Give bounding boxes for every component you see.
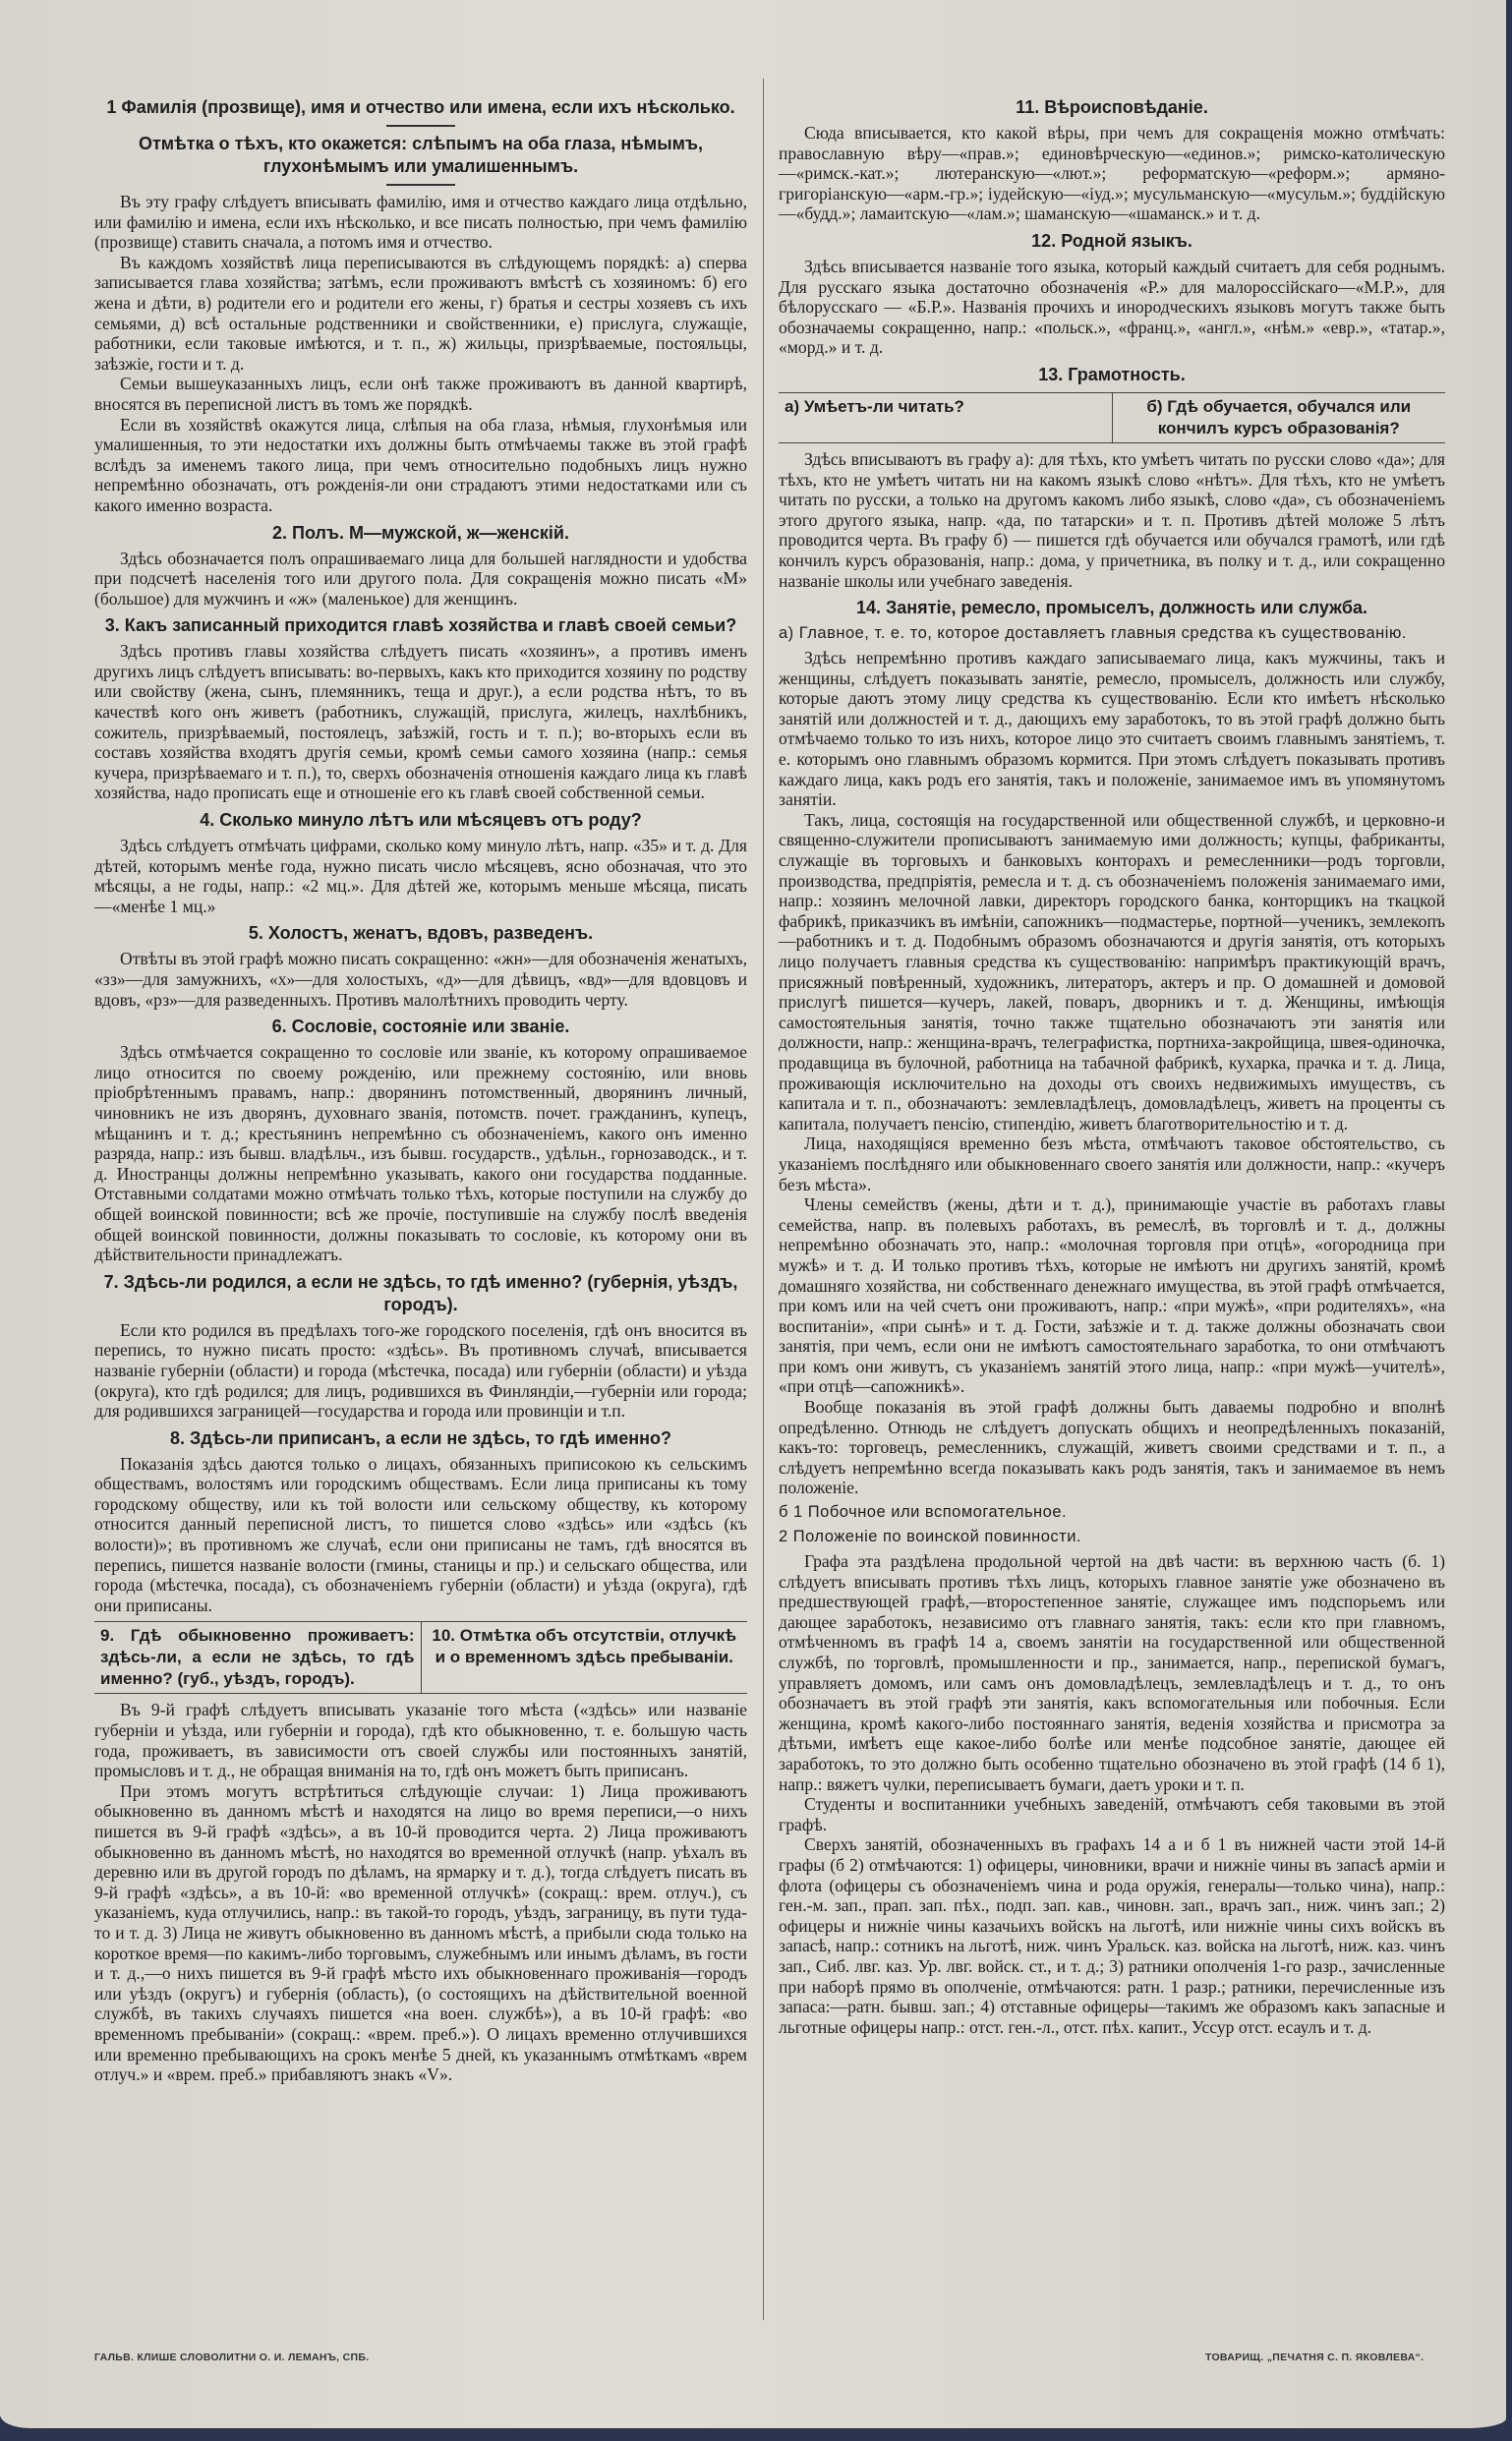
paragraph: Такъ, лица, состоящія на государственной или общественной службѣ, и церковно-и священно-служители прописываютъ занимаемую ими должность; купцы, фабриканты, служащіе въ торговыхъ и банковыхъ конторахъ и ремесленники—родъ торговли, производства, предпріятія, ремесла и т. д. съ обозначеніемъ положенія занимаемаго ими, напр.: хозяинъ мелочной лавки, директоръ городского банка, конторщикъ на ткацкой фабрикѣ, приказчикъ въ имѣніи, сапожникъ—подмастерье, портной—ученикъ, землекопъ—работникъ и т. д. Подобнымъ образомъ обозначаются и другія занятія, отъ которыхъ лицо получаетъ главныя средства къ существованію: напримѣръ практикующій врачъ, присяжный повѣренный, художникъ, литераторъ, актеръ и пр. О домашней и домовой прислугѣ пишется—кучеръ, лакей, поваръ, дворникъ и т. д. Женщины, имѣющія самостоятельныя занятія, точно также тщательно обозначаютъ эти занятія или должности, напр.: женщина-врачъ, телеграфистка, портниха-закройщица, швея-одиночка, продавщица въ булочной, работница на табачной фабрикѣ, кухарка, прачка и т. д. Лица, проживающія исключительно на доходы отъ своихъ недвижимыхъ имуществъ, съ капитала и т. п., обозначаютъ: землевладѣлецъ, домовладѣлецъ, живетъ на проценты съ капитала, получаетъ пенсію, стипендію, живетъ благотворительностію и т. д. [779,809,1445,1133]
separator-rule [386,184,455,186]
paragraph: При этомъ могутъ встрѣтиться слѣдующіе случаи: 1) Лица проживаютъ обыкновенно въ данномъ мѣстѣ и находятся на лицо во время переписи,—о нихъ пишется въ 9-й графѣ «здѣсь», а въ 10-й проводится черта. 2) Лица проживаютъ обыкновенно въ данномъ мѣстѣ, но находятся во временной отлучкѣ (напр. уѣхалъ въ деревню или въ другой городъ по дѣламъ, на ярмарку и т. д.), тогда слѣдуетъ писать въ 9-й графѣ «здѣсь», а въ 10-й: «во временной отлучкѣ» (сокращ.: врем. отлуч.), съ указаніемъ, куда отлучились, напр.: въ такой-то городъ, уѣздъ, заграницу, въ пути туда-то и т. д. 3) Лица не живутъ обыкновенно въ данномъ мѣстѣ, а прибыли сюда только на короткое время—по какимъ-либо торговымъ, служебнымъ или инымъ дѣламъ, въ гости и т. д.,—о нихъ пишется въ 9-й графѣ мѣсто ихъ обыкновеннаго проживанія—городъ или уѣздъ (округъ) и губернія (область), (о состоящихъ на дѣйствительной военной службѣ, въ такихъ случаяхъ пишется «на воен. службѣ»), а въ 10-й графѣ: «во временномъ пребываніи» (сокращ.: «врем. преб.»). О лицахъ временно отлучившихся или временно пребывающихъ на срокъ менѣе 5 дней, къ указаннымъ отмѣткамъ «врем отлуч.» и «врем. преб.» прибавляютъ знакъ «V». [94,1780,747,2085]
column-heading-a: а) Умѣетъ-ли читать? [785,396,964,416]
paragraph: Члены семействъ (жены, дѣти и т. д.), принимающіе участіе въ работахъ главы семейства, напр. въ полевыхъ работахъ, въ ремеслѣ, въ торговлѣ и т. д., должны непремѣнно обозначать это, напр.: «молочная торговля при отцѣ», «огородница при мужѣ» и т. д. И только противъ тѣхъ, которые не имѣютъ ни другихъ занятій, кромѣ домашняго хозяйства, ни собственнаго денежнаго имущества, въ этой графѣ отмѣчается, при комъ или на чей счетъ они проживаютъ, напр.: «при мужѣ», «при родителяхъ», «на воспитаніи», «при сынѣ» и т. д. Гости, заѣзжіе и т. д. также должны обозначать свои занятія, при чемъ, если они не имѣютъ самостоятельнаго заработка, то они отмѣчаютъ при комъ они живутъ, съ указаніемъ занятій этого лица, напр.: «при мужѣ—учителѣ», «при отцѣ—сапожникѣ». [779,1194,1445,1397]
column-divider [763,79,764,2320]
paragraph: Если въ хозяйствѣ окажутся лица, слѣпыя на оба глаза, нѣмыя, глухонѣмыя или умалишенныя, то эти недостатки ихъ должны быть отмѣчаемы также въ этой графѣ вслѣдъ за именемъ такого лица, при чемъ относительно подобныхъ лицъ нужно непремѣнно обозначать, отъ рожденія-ли они страдаютъ этими недостатками или съ какого именно возраста. [94,414,747,515]
paragraph: Лица, находящіяся временно безъ мѣста, отмѣчаютъ таковое обстоятельство, съ указаніемъ послѣдняго или обыкновеннаго своего занятія или должности, напр.: «кучеръ безъ мѣста». [779,1133,1445,1194]
column-heading-pair [779,392,1445,443]
column-heading-b: б) Гдѣ обучается, обучался или кончилъ курсъ образованія? [1112,393,1446,442]
paragraph: Здѣсь вписываютъ въ графу а): для тѣхъ, кто умѣетъ читать по русски слово «да»; для тѣхъ, кто не умѣетъ читать ни на какомъ языкѣ слово «нѣтъ». Для тѣхъ, кто не умѣетъ читать по русски, а только на другомъ какомъ либо языкѣ, слово «да», съ обозначеніемъ этого другого языка, напр. «да, по татарски» и т. п. Противъ дѣтей моложе 5 лѣтъ проводится черта. Въ графу б) — пишется гдѣ обучается или обучался грамотѣ, или гдѣ кончилъ курсъ образованія, напр.: дома, у причетника, въ полку и т. д., или сокращенно названіе школы или учебнаго заведенія. [779,448,1445,591]
column-heading-a: 9. Гдѣ обыкновенно проживаетъ: здѣсь-ли, а если не здѣсь, то гдѣ именно? (губ., уѣздъ, городъ). [100,1626,415,1689]
paragraph: Здѣсь слѣдуетъ отмѣчать цифрами, сколько кому минуло лѣтъ, напр. «35» и т. д. Для дѣтей, которымъ менѣе года, нужно писать число мѣсяцевъ, ясно обозначая, что это мѣсяцы, а не годы, напр.: «2 мц.». Для дѣтей же, которымъ меньше мѣсяца, писать—«менѣе 1 мц.» [94,836,747,916]
section-heading: 8. Здѣсь-ли приписанъ, а если не здѣсь, то гдѣ именно? [170,1427,671,1448]
section-heading: 11. Вѣроисповѣданіе. [1016,97,1208,117]
paragraph: Сюда вписывается, кто какой вѣры, при чемъ для сокращенія можно отмѣчать: православную вѣру—«прав.»; единовѣрческую—«единов.»; римско-католическую—«римск.-кат.»; лютеранскую—«лют.»; реформатскую—«реформ.»; армяно-григоріанскую—«арм.-гр.»; іудейскую—«іуд.»; мусульманскую—«мусульм.»; буддійскую—«будд.»; ламаитскую—«лам.»; шаманскую—«шаманск.» и т. д. [779,123,1445,224]
paragraph: Студенты и воспитанники учебныхъ заведеній, отмѣчаютъ себя таковыми въ этой графѣ. [779,1794,1445,1834]
right-column [779,90,1445,2037]
paragraph: Сверхъ занятій, обозначенныхъ въ графахъ 14 а и б 1 въ нижней части этой 14-й графы (б 2) отмѣчаются: 1) офицеры, чиновники, врачи и нижніе чины въ запасѣ арміи и флота (офицеры съ обозначеніемъ чина и рода оружія, генералы—только чина), напр.: ген.-м. зап., прап. зап. пѣх., подп. зап. кав., чиновн. зап., врачъ зап., ниж. чинъ зап.; 2) офицеры и нижніе чины казачьихъ войскъ на льготѣ, или нижніе чины сихъ войскъ въ запасѣ, напр.: сотникъ на льготѣ, ниж. чинъ Уральск. каз. войска на льготѣ, ниж. каз. чинъ зап., Сиб. лвг. каз. Ур. лвг. войск. ст., и т. д.; 3) ратники ополченія 1-го разр., зачисленные при наборѣ прямо въ ополченіе, отмѣчаются: ратн. 1 разр.; ратники, перечисленные изъ запаса:—ратн. бывш. зап.; 4) отставные офицеры—такимъ же образомъ какъ запасные и льготные офицеры напр.: отст. ген.-л., отст. пѣх. капит., Уссур отст. есаулъ и т. д. [779,1834,1445,2037]
section-heading: 5. Холостъ, женатъ, вдовъ, разведенъ. [248,923,594,944]
subheading: 2 Положеніе по воинской повинности. [779,1528,1082,1546]
footer-printer: ТОВАРИЩ. „ПЕЧАТНЯ С. П. ЯКОВЛЕВА“. [1205,2352,1425,2363]
paragraph: Здѣсь обозначается полъ опрашиваемаго лица для большей наглядности и удобства при подсчетѣ населенія того или другого пола. Для сокращенія можно писать «М» (большое) для мужчинъ и «ж» (маленькое) для женщинъ. [94,548,747,609]
column-heading-b: 10. Отмѣтка объ отсутствіи, отлучкѣ и о временномъ здѣсь пребываніи. [421,1622,748,1693]
section-heading: Отмѣтка о тѣхъ, кто окажется: слѣпымъ на оба глаза, нѣмымъ, глухонѣмымъ или умалишеннымъ. [138,134,704,176]
paragraph: Здѣсь отмѣчается сокращенно то сословіе или званіе, къ которому опрашиваемое лицо относится по своему рожденію, или прежнему состоянію, или вновь пріобрѣтеннымъ правамъ, напр.: дворянинъ потомственный, дворянинъ личный, чиновникъ не изъ дворянъ, духовнаго званія, потомств. почет. гражданинъ, купецъ, мѣщанинъ и т. д.; крестьянинъ непремѣнно съ обозначеніемъ, какого онъ именно разряда, напр.: изъ бывш. владѣльч., изъ бывш. государств., удѣльн., горнозаводск., и т. д. Иностранцы должны непремѣнно указывать, какого они государства подданные. Отставными солдатами можно отмѣчать только тѣхъ, которые поступили на службу до общей воинской повинности; всѣ же прочіе, поступившіе на службу послѣ введенія общей воинской повинности, должны показывать то сословіе, къ которому они въ дѣйствительности принадлежатъ. [94,1042,747,1265]
paragraph: Въ каждомъ хозяйствѣ лица переписываются въ слѣдующемъ порядкѣ: а) сперва записывается глава хозяйства; затѣмъ, если проживаютъ вмѣстѣ съ хозяиномъ: б) его жена и дѣти, в) родители его и родители его жены, г) братья и сестры хозяевъ съ ихъ семьями, д) всѣ остальные родственники и свойственники, е) прислуга, служащіе, работники, если таковые имѣются, и т. п., ж) жильцы, призрѣваемые, постояльцы, заѣзжіе, гости и т. д. [94,252,747,374]
paragraph: Отвѣты въ этой графѣ можно писать сокращенно: «жн»—для обозначенія женатыхъ, «зз»—для замужнихъ, «х»—для холостыхъ, «д»—для дѣвицъ, «вд»—для вдовцовъ и вдовъ, «рз»—для разведенныхъ. Противъ малолѣтнихъ проводить черту. [94,949,747,1010]
left-column [94,90,747,2085]
separator-rule [386,125,455,127]
section-heading: 2. Полъ. М—мужской, ж—женскій. [272,522,569,543]
section-heading: 3. Какъ записанный приходится главѣ хозяйства и главѣ своей семьи? [104,615,737,636]
paragraph: Вообще показанія въ этой графѣ должны быть даваемы подробно и вполнѣ опредѣленно. Отнюдь не слѣдуетъ допускать общихъ и неопредѣленныхъ показаній, какъ-то: торговецъ, ремесленникъ, служащій, живетъ своими средствами и т. п., а слѣдуетъ непремѣнно всегда показывать какъ родъ занятія, такъ и занимаемое въ немъ положеніе. [779,1397,1445,1498]
section-heading: 12. Родной языкъ. [1031,230,1192,251]
paragraph: Здѣсь вписывается названіе того языка, который каждый считаетъ для себя роднымъ. Для русскаго языка достаточно обозначенія «Р.» для малороссійскаго—«М.Р.», для бѣлорусскаго — «Б.Р.». Названія прочихъ и инородческихъ языковъ могутъ также быть обозначаемы сокращенно, напр.: «польск.», «франц.», «англ.», «нѣм.» «евр.», «татар.», «морд.» и т. д. [779,256,1445,358]
paragraph: Въ 9-й графѣ слѣдуетъ вписывать указаніе того мѣста («здѣсь» или названіе губерніи и уѣзда, или губерніи и города), гдѣ кто обыкновенно, т. е. большую часть года, проживаетъ, въ зависимости отъ своей службы или постоянныхъ занятій, промысловъ и т. д., не обращая вниманія на то, гдѣ онъ можетъ быть приписанъ. [94,1700,747,1781]
section-heading: 6. Сословіе, состояніе или званіе. [271,1017,570,1037]
section-heading: 13. Грамотность. [1038,364,1186,384]
paragraph: Здѣсь противъ главы хозяйства слѣдуетъ писать «хозяинъ», а противъ именъ другихъ лицъ слѣдуетъ вписывать: во-первыхъ, какъ кто приходится хозяину по родству или свойству (жена, сынъ, племянникъ, теща и друг.), а если родства нѣтъ, то въ качествѣ кого онъ живетъ (работникъ, служащій, прислуга, жилецъ, нахлѣбникъ, сожитель, призрѣваемый, постоялецъ, заѣзжій, гость и т. п.); во-вторыхъ если въ составъ хозяйства входятъ другія семьи, кромѣ семьи самого хозяина (напр.: семья кучера, призрѣваемаго и т. п.), то, сверхъ обозначенія отношенія каждаго лица къ главѣ хозяйства, надо прописать еще и отношеніе его къ главѣ своей собственной семьи. [94,641,747,803]
paragraph: Графа эта раздѣлена продольной чертой на двѣ части: въ верхнюю часть (б. 1) слѣдуетъ вписывать противъ тѣхъ лицъ, которыхъ главное занятіе уже обозначено въ предшествующей графѣ,—второстепенное занятіе, служащее имъ подспорьемъ или дающее заработокъ, независимо отъ главнаго занятія, такъ: если кто при главномъ, отмѣченномъ въ графѣ 14 а, своемъ занятіи на государственной или общественной службѣ, по торговлѣ, промышленности и пр., занимается, напр., перепиской бумагъ, управляетъ домомъ, или самъ онъ домовладѣлецъ, землевладѣлецъ и т. д., то онъ обозначаетъ въ этой графѣ эти занятія, какъ вспомогательныя или побочныя. Если женщина, кромѣ какого-либо постояннаго занятія, веденія хозяйства и присмотра за дѣтьми, имѣетъ еще какое-либо болѣе или менѣе подсобное занятіе, дающее ей заработокъ, то это должно быть особенно тщательно обозначено въ этой графѣ (14 б 1), напр.: вяжетъ чулки, переписываетъ бумаги, даетъ уроки и т. п. [779,1551,1445,1794]
paragraph: Если кто родился въ предѣлахъ того-же городского поселенія, гдѣ онъ вносится въ перепись, то нужно писать просто: «здѣсь». Въ противномъ случаѣ, вписывается названіе губерніи (области) и города (мѣстечка, посада) или губерніи (области) и уѣзда (округа), кто гдѣ родился; для лицъ, родившихся въ Финляндіи,—губерніи или города; для родившихся заграницей—государства и города или провинціи и т.п. [94,1319,747,1422]
paragraph: Здѣсь непремѣнно противъ каждаго записываемаго лица, какъ мужчины, такъ и женщины, слѣдуетъ показывать занятіе, ремесло, промыселъ, должность или службу, которые даютъ этому лицу средства къ существованію. Если кто имѣетъ нѣсколько занятій или должностей и т. д., дающихъ ему заработокъ, то въ этой графѣ должно быть отмѣчаемо только то изъ нихъ, которое лицо это считаетъ своимъ главнымъ занятіемъ, т. е. которымъ оно главнымъ образомъ кормится. При этомъ слѣдуетъ показывать противъ каждаго лица, какъ родъ его занятія, такъ и положеніе, занимаемое имъ въ упомянутомъ занятіи. [779,648,1445,810]
footer-typefoundry: ГАЛЬВ. КЛИШЕ СЛОВОЛИТНИ О. И. ЛЕМАНЪ, СПБ. [94,2352,370,2363]
paragraph: Семьи вышеуказанныхъ лицъ, если онѣ также проживаютъ въ данной квартирѣ, вносятся въ переписной листъ въ томъ же порядкѣ. [94,374,747,414]
column-heading-pair [94,1621,747,1694]
subheading: б 1 Побочное или вспомогательное. [779,1503,1068,1522]
section-heading: 1 Фамилія (прозвище), имя и отчество или имена, если ихъ нѣсколько. [106,97,735,117]
paragraph: Въ эту графу слѣдуетъ вписывать фамилію, имя и отчество каждаго лица отдѣльно, или фамилію и имена, если ихъ нѣсколько, и все писать полностью, при чемъ фамилію (прозвище) ставить сначала, а потомъ имя и отчество. [94,192,747,253]
paragraph: Показанія здѣсь даются только о лицахъ, обязанныхъ приписокою къ сельскимъ обществамъ, волостямъ или городскимъ обществамъ. Если лица приписаны къ тому городскому обществу, или къ той волости или сельскому обществу, къ которому относится данный переписной листъ, то пишется слово «здѣсь» или «здѣсь (къ волости)»; въ противномъ же случаѣ, если они приписаны не тамъ, гдѣ вносятся въ перепись, пишется названіе волости (гмины, станицы и пр.) и сельскаго общества, или города (мѣстечка, посада), съ обозначеніемъ губерніи (области) и уѣзда (округа), гдѣ они приписаны. [94,1453,747,1615]
subheading: а) Главное, т. е. то, которое доставляетъ главныя средства къ существованію. [779,624,1407,643]
section-heading: 7. Здѣсь-ли родился, а если не здѣсь, то гдѣ именно? (губернія, уѣздъ, городъ). [103,1271,738,1314]
section-heading: 4. Сколько минуло лѣтъ или мѣсяцевъ отъ роду? [200,810,642,831]
section-heading: 14. Занятіе, ремесло, промыселъ, должность или служба. [855,598,1368,618]
